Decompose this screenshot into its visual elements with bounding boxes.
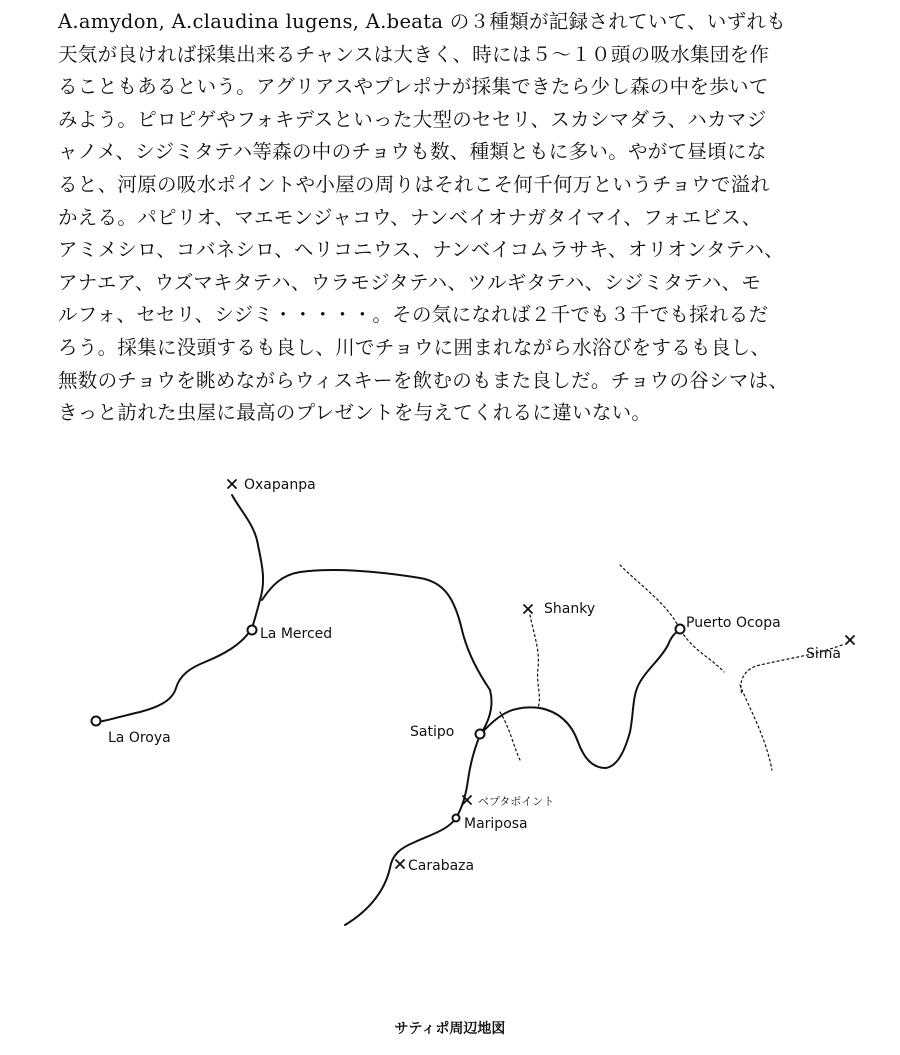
text-line-5: ャノメ、シジミタテハ等森の中のチョウも数、種類ともに多い。やがて昼頃にな <box>58 140 767 164</box>
article-body <box>58 6 848 430</box>
town-marker-la-merced <box>248 626 257 635</box>
label-satipo: Satipo <box>410 724 455 740</box>
text-line-2: 天気が良ければ採集出来るチャンスは大きく、時には５～１０頭の吸水集団を作 <box>58 42 770 66</box>
road-la-oroya <box>98 628 252 722</box>
x-marker-shanky <box>524 605 532 613</box>
label-shanky: Shanky <box>544 601 596 617</box>
road-la-merced-satipo <box>262 570 492 735</box>
town-marker-satipo <box>476 730 485 739</box>
text-line-7: かえる。パピリオ、マエモンジャコウ、ナンベイオナガタイマイ、フォエビス、 <box>58 205 762 229</box>
satipo-area-map <box>0 450 900 1010</box>
river-east <box>740 685 772 770</box>
label-oxapanpa: Oxapanpa <box>244 477 316 493</box>
label-beppu-point: ベプタポイント <box>478 795 555 808</box>
label-mariposa: Mariposa <box>464 816 528 832</box>
text-line-8: アミメシロ、コバネシロ、ヘリコニウス、ナンベイコムラサキ、オリオンタテハ、 <box>58 238 784 262</box>
map-caption: サティポ周辺地図 <box>394 1021 506 1037</box>
text-line-9: アナエア、ウズマキタテハ、ウラモジタテハ、ツルギタテハ、シジミタテハ、モ <box>58 270 762 294</box>
text-line-4: みよう。ピロピゲやフォキデスといった大型のセセリ、スカシマダラ、ハカマジ <box>58 107 767 131</box>
road-oxapanpa <box>232 495 263 628</box>
road-satipo-carabaza <box>345 735 480 925</box>
label-la-merced: La Merced <box>260 626 333 642</box>
river-shanky <box>530 615 539 708</box>
road-satipo-puerto-ocopa <box>480 630 680 768</box>
text-line-12: 無数のチョウを眺めながらウィスキーを飲むのもまた良しだ。チョウの谷シマは、 <box>58 368 789 392</box>
label-puerto-ocopa: Puerto Ocopa <box>686 615 781 631</box>
text-line-1: A.amydon, A.claudina lugens, A.beata の３種類が記録されていて、いずれも <box>58 10 786 33</box>
x-marker-sima <box>846 636 854 644</box>
river-satipo-loop <box>500 712 520 760</box>
text-line-3: ることもあるという。アグリアスやプレポナが採集できたら少し森の中を歩いて <box>58 75 769 99</box>
town-marker-puerto-ocopa <box>676 625 685 634</box>
label-carabaza: Carabaza <box>408 858 475 874</box>
text-line-10: ルフォ、セセリ、シジミ・・・・・。その気になれば２千でも３千でも採れるだ <box>58 303 769 327</box>
text-line-13: きっと訪れた虫屋に最高のプレゼントを与えてくれるに違いない。 <box>58 401 652 425</box>
text-line-11: ろう。採集に没頭するも良し、川でチョウに囲まれながら水浴びをするも良し、 <box>58 335 771 359</box>
x-marker-oxapanpa <box>228 480 236 488</box>
town-marker-la-oroya <box>92 717 101 726</box>
text-line-6: ると、河原の吸水ポイントや小屋の周りはそれこそ何千何万というチョウで溢れ <box>58 172 771 196</box>
town-marker-mariposa <box>453 815 460 822</box>
x-marker-carabaza <box>396 860 404 868</box>
label-la-oroya: La Oroya <box>108 730 171 746</box>
label-sima: Sima <box>806 646 841 662</box>
